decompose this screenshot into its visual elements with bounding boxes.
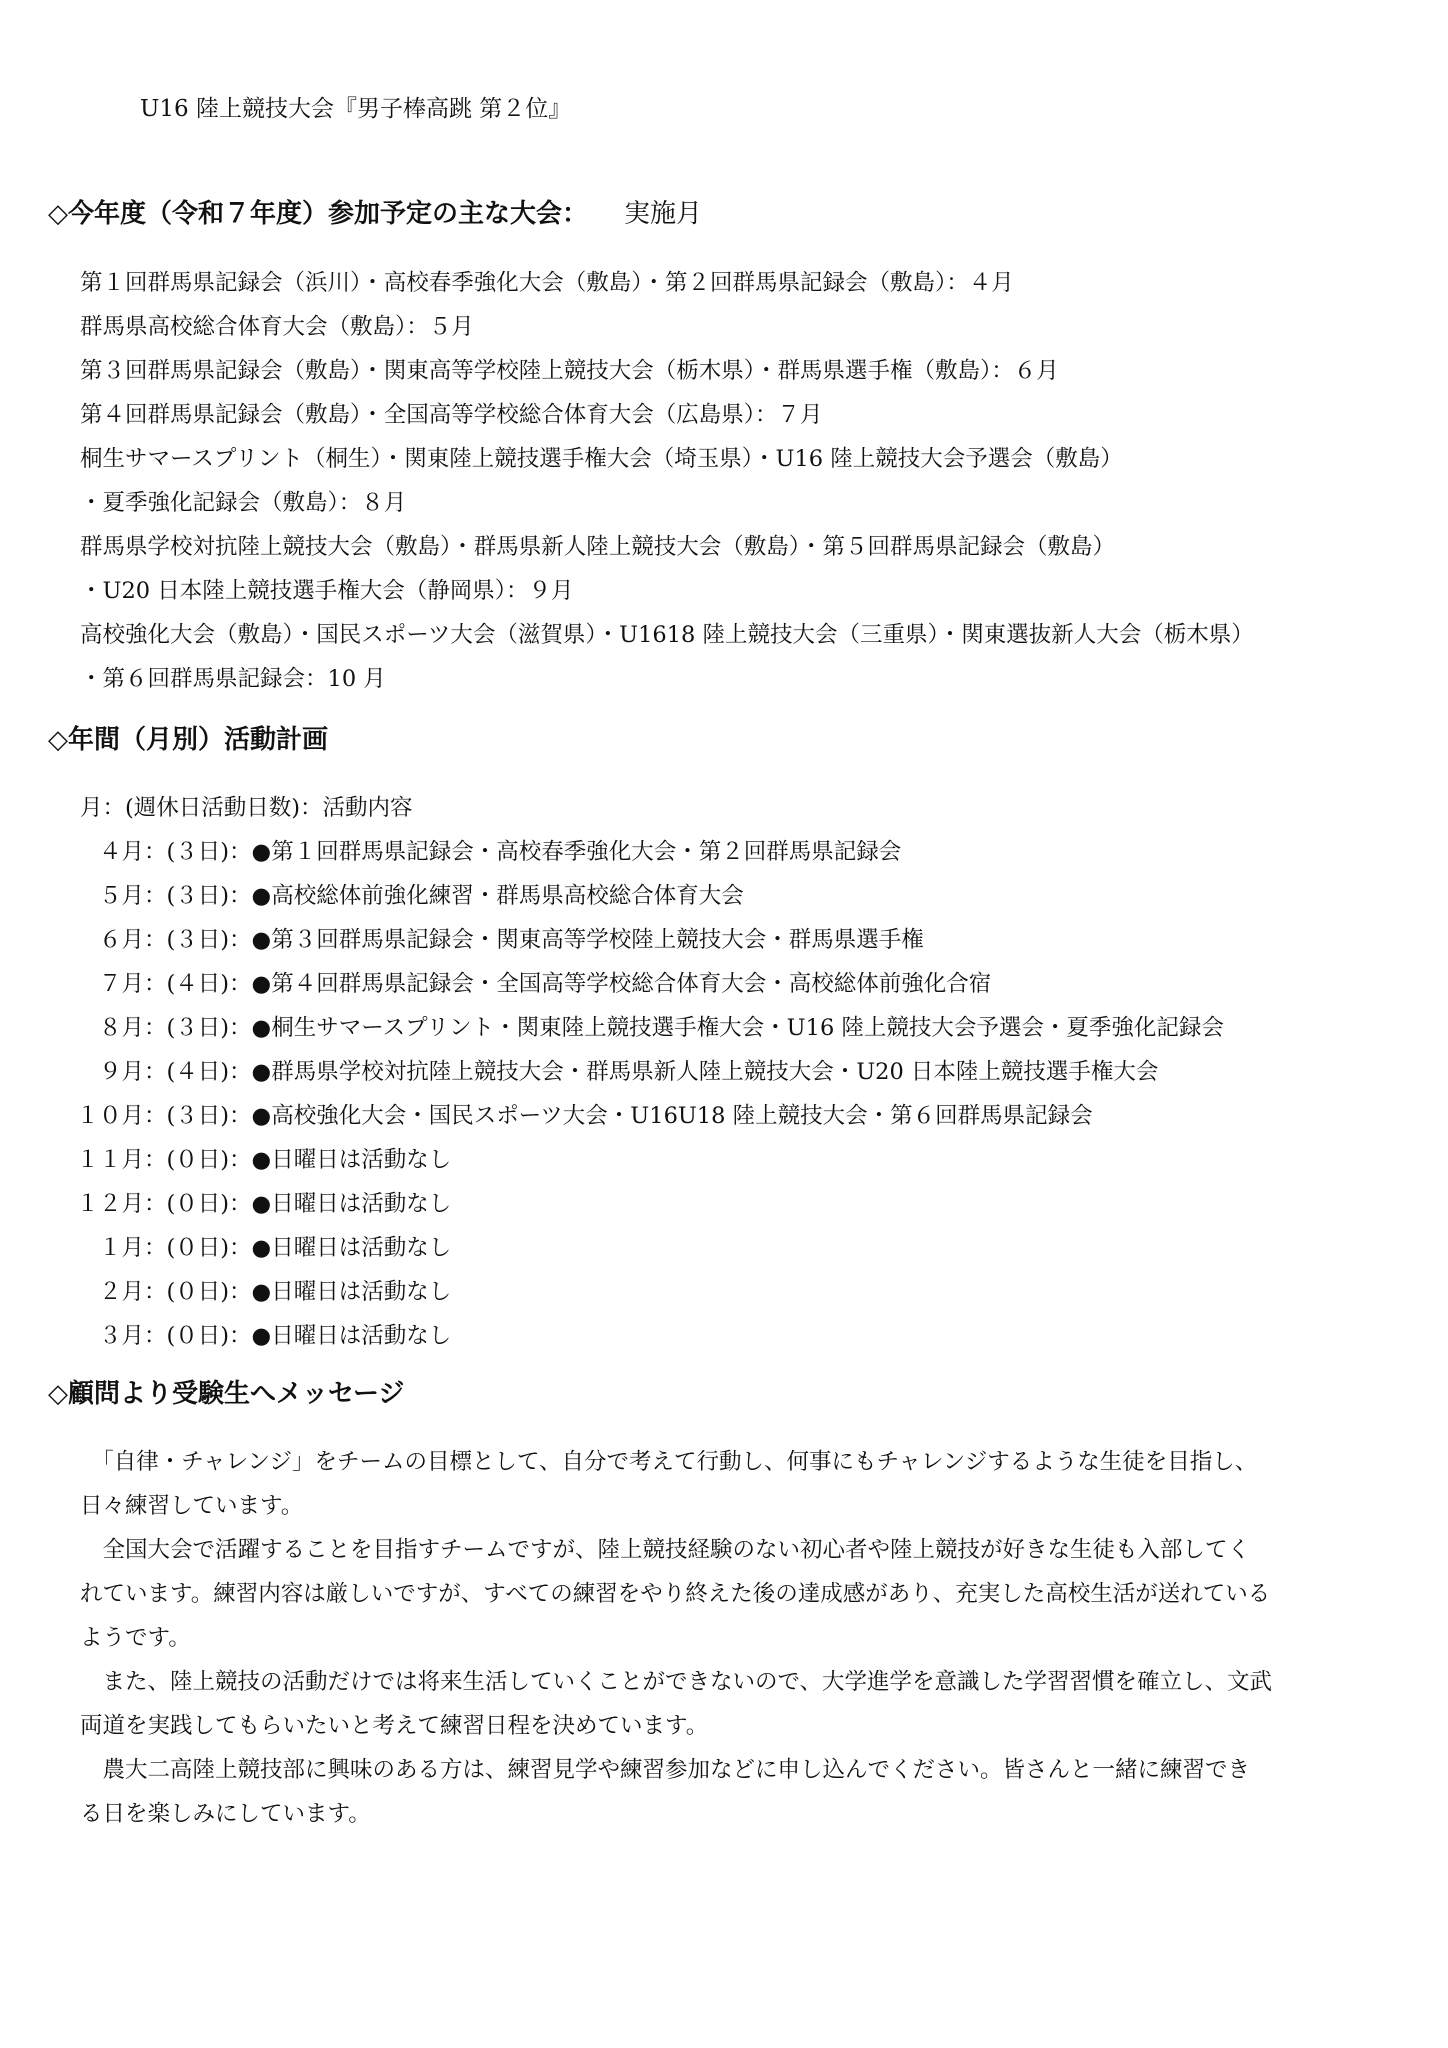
competition-line: 第１回群馬県記録会（浜川）・高校春季強化大会（敷島）・第２回群馬県記録会（敷島）：４月 [80,270,1014,296]
message-line: 全国大会で活躍することを目指すチームですが、陸上競技経験のない初心者や陸上競技が好きな生徒も入部してく [80,1537,1251,1563]
plan-detail: ：(３日)：●第３回群馬県記録会・関東高等学校陸上競技大会・群馬県選手権 [144,927,924,953]
competition-line: 第４回群馬県記録会（敷島）・全国高等学校総合体育大会（広島県）：７月 [80,402,823,428]
plan-detail: ：(３日)：●高校強化大会・国民スポーツ大会・U16U18 陸上競技大会・第６回群馬県記録会 [144,1103,1093,1129]
competitions-heading-note: 実施月 [624,199,703,229]
plan-detail: ：(０日)：●日曜日は活動なし [144,1147,452,1173]
plan-row [48,962,1378,1006]
award-result: U16 陸上競技大会『男子棒高跳 第２位』 [140,96,572,122]
message-line: ようです。 [80,1625,191,1651]
plan-detail: ：(３日)：●第１回群馬県記録会・高校春季強化大会・第２回群馬県記録会 [144,839,902,865]
plan-month: ５月 [98,883,144,909]
plan-row [48,1094,1378,1138]
competitions-heading [48,196,702,232]
plan-month: ２月 [98,1279,144,1305]
plan-month: １１月 [76,1147,144,1173]
plan-row [48,1270,1378,1314]
message-line: 「自律・チャレンジ」をチームの目標として、自分で考えて行動し、何事にもチャレンジするような生徒を目指し、 [80,1449,1258,1475]
plan-month: １２月 [76,1191,144,1217]
plan-month: ９月 [98,1059,144,1085]
message-line: 日々練習しています。 [80,1493,304,1519]
plan-row [48,1226,1378,1270]
plan-month: ６月 [98,927,144,953]
competitions-heading-label: ◇今年度（令和７年度）参加予定の主な大会： [48,199,588,229]
message-line: れています。練習内容は厳しいですが、すべての練習をやり終えた後の達成感があり、充実した高校生活が送れている [80,1581,1271,1607]
plan-detail: ：(０日)：●日曜日は活動なし [144,1323,452,1349]
message-line: 両道を実践してもらいたいと考えて練習日程を決めています。 [80,1713,709,1739]
competition-line: 群馬県学校対抗陸上競技大会（敷島）・群馬県新人陸上競技大会（敷島）・第５回群馬県記録会（敷島） [80,534,1116,560]
plan-heading: ◇年間（月別）活動計画 [48,725,328,755]
message-line: 農大二高陸上競技部に興味のある方は、練習見学や練習参加などに申し込んでください。皆さんと一緒に練習でき [80,1757,1251,1783]
competition-line: 高校強化大会（敷島）・国民スポーツ大会（滋賀県）・U1618 陸上競技大会（三重県）・関東選抜新人大会（栃木県） [80,622,1254,648]
competition-line: ・夏季強化記録会（敷島）：８月 [80,490,407,516]
plan-month: ３月 [98,1323,144,1349]
message-line: また、陸上競技の活動だけでは将来生活していくことができないので、大学進学を意識した学習習慣を確立し、文武 [80,1669,1273,1695]
plan-row [48,918,1378,962]
plan-table [48,786,1378,1358]
message-heading: ◇顧問より受験生へメッセージ [48,1379,405,1409]
competitions-list [80,261,1410,701]
plan-row [48,1050,1378,1094]
plan-month: ８月 [98,1015,144,1041]
plan-detail: ：(０日)：●日曜日は活動なし [144,1235,452,1261]
plan-month: ４月 [98,839,144,865]
plan-month: １０月 [76,1103,144,1129]
plan-row [48,1138,1378,1182]
competition-line: 第３回群馬県記録会（敷島）・関東高等学校陸上競技大会（栃木県）・群馬県選手権（敷島）：６月 [80,358,1059,384]
plan-row [48,830,1378,874]
plan-row [48,1314,1378,1358]
competition-line: 桐生サマースプリント（桐生）・関東陸上競技選手権大会（埼玉県）・U16 陸上競技大会予選会（敷島） [80,446,1123,472]
plan-detail: ：(４日)：●群馬県学校対抗陸上競技大会・群馬県新人陸上競技大会・U20 日本陸上競技選手権大会 [144,1059,1159,1085]
competition-line: ・第６回群馬県記録会：10 月 [80,666,386,692]
plan-detail: ：(０日)：●日曜日は活動なし [144,1191,452,1217]
plan-detail: ：(４日)：●第４回群馬県記録会・全国高等学校総合体育大会・高校総体前強化合宿 [144,971,992,997]
plan-row [48,1006,1378,1050]
message-line: る日を楽しみにしています。 [80,1801,371,1827]
plan-row [48,874,1378,918]
plan-header: 月：(週休日活動日数)：活動内容 [80,795,413,821]
plan-detail: ：(３日)：●桐生サマースプリント・関東陸上競技選手権大会・U16 陸上競技大会予選会・夏季強化記録会 [144,1015,1224,1041]
plan-detail: ：(３日)：●高校総体前強化練習・群馬県高校総合体育大会 [144,883,744,909]
plan-row [48,1182,1378,1226]
plan-month: １月 [98,1235,144,1261]
plan-month: ７月 [98,971,144,997]
plan-detail: ：(０日)：●日曜日は活動なし [144,1279,452,1305]
competition-line: ・U20 日本陸上競技選手権大会（静岡県）：９月 [80,578,574,604]
competition-line: 群馬県高校総合体育大会（敷島）：５月 [80,314,474,340]
message-body [80,1440,1410,1836]
